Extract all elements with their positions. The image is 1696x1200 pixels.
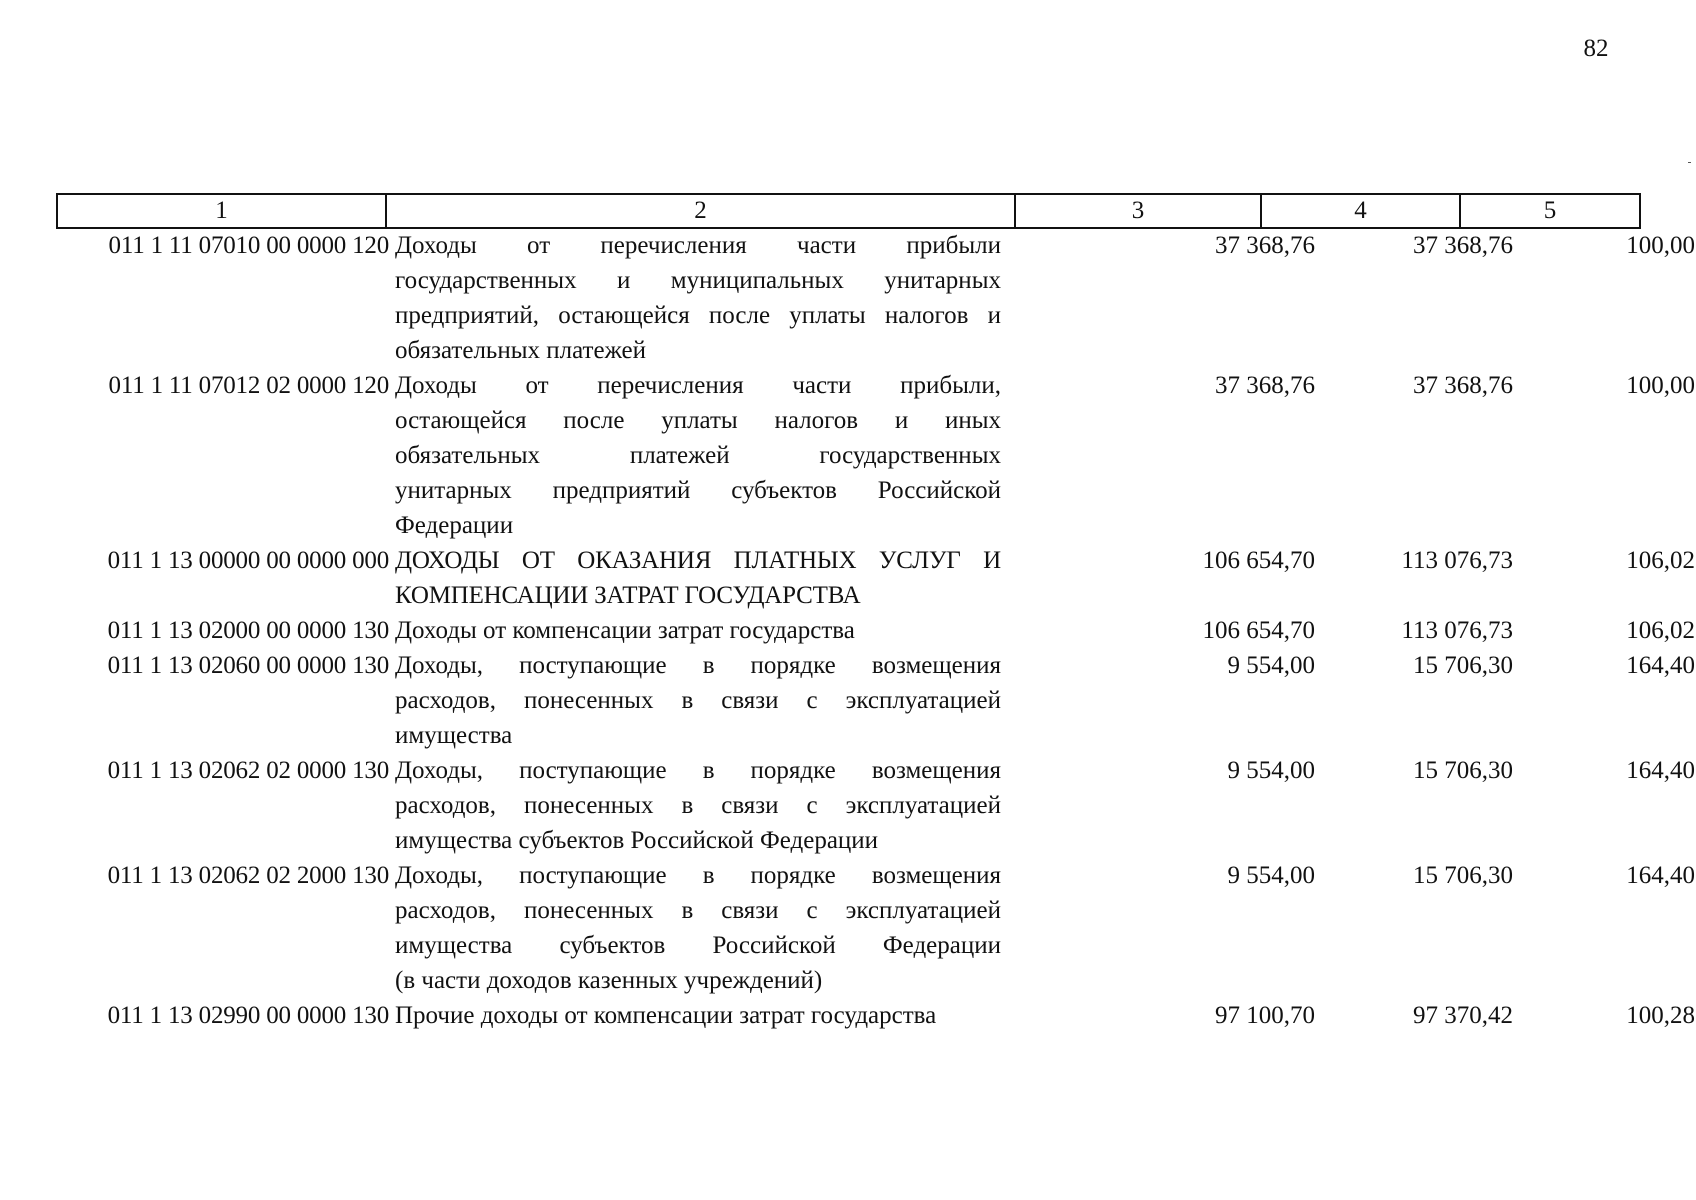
row-description (389, 543, 1001, 613)
row-value-col3: 37 368,76 (1215, 232, 1315, 259)
header-col-3: 3 (1015, 194, 1261, 228)
description-line: расходов, понесенных в связи с эксплуатацией (395, 792, 1001, 819)
row-code: 011 1 13 02062 02 0000 130 (107, 757, 389, 784)
description-line: ДОХОДЫ ОТ ОКАЗАНИЯ ПЛАТНЫХ УСЛУГ И (395, 547, 1001, 574)
page-number: 82 (1583, 35, 1609, 62)
header-col-5: 5 (1460, 194, 1640, 228)
row-description (389, 753, 1001, 858)
row-value-col4: 97 370,42 (1413, 1002, 1513, 1029)
row-description (389, 998, 1001, 1033)
row-value-col3: 9 554,00 (1227, 862, 1315, 889)
description-line: обязательных платежей государственных (395, 442, 1001, 469)
table-body (56, 228, 1695, 1033)
row-value-col4: 37 368,76 (1413, 232, 1513, 259)
header-row (57, 194, 1640, 228)
row-value-col5: 164,40 (1626, 652, 1695, 679)
row-description (389, 648, 1001, 753)
row-value-col5: 100,00 (1626, 372, 1695, 399)
table-row (56, 368, 1695, 543)
row-value-col4: 37 368,76 (1413, 372, 1513, 399)
row-code: 011 1 11 07010 00 0000 120 (108, 232, 389, 259)
table-row (56, 228, 1695, 368)
row-value-col3: 106 654,70 (1202, 547, 1315, 574)
description-line: Доходы от перечисления части прибыли (395, 232, 1001, 259)
description-line: унитарных предприятий субъектов Российской (395, 477, 1001, 504)
description-line: имущества субъектов Российской Федерации (395, 827, 879, 854)
row-value-col4: 113 076,73 (1401, 617, 1513, 644)
description-line: Федерации (395, 512, 514, 539)
description-line: Доходы от перечисления части прибыли, (395, 372, 1001, 399)
row-code: 011 1 13 02062 02 2000 130 (107, 862, 389, 889)
description-line: (в части доходов казенных учреждений) (395, 967, 823, 994)
table-header (56, 193, 1641, 229)
table-row (56, 543, 1695, 613)
row-value-col5: 106,02 (1626, 547, 1695, 574)
table-row (56, 648, 1695, 753)
description-line: имущества субъектов Российской Федерации (395, 932, 1001, 959)
header-col-4: 4 (1261, 194, 1460, 228)
description-line: Доходы, поступающие в порядке возмещения (395, 652, 1001, 679)
row-value-col4: 15 706,30 (1413, 757, 1513, 784)
row-value-col5: 106,02 (1626, 617, 1695, 644)
row-code: 011 1 13 02000 00 0000 130 (107, 617, 389, 644)
row-value-col5: 100,00 (1626, 232, 1695, 259)
row-code: 011 1 13 00000 00 0000 000 (107, 547, 389, 574)
header-col-1: 1 (57, 194, 386, 228)
row-value-col5: 164,40 (1626, 757, 1695, 784)
description-line: Доходы от компенсации затрат государства (395, 617, 855, 644)
table-row (56, 858, 1695, 998)
row-code: 011 1 11 07012 02 0000 120 (108, 372, 389, 399)
description-line: обязательных платежей (395, 337, 646, 364)
row-description (389, 228, 1001, 368)
row-code: 011 1 13 02060 00 0000 130 (107, 652, 389, 679)
row-value-col5: 100,28 (1626, 1002, 1695, 1029)
table-row (56, 613, 1695, 648)
description-line: Доходы, поступающие в порядке возмещения (395, 757, 1001, 784)
row-value-col4: 113 076,73 (1401, 547, 1513, 574)
row-value-col4: 15 706,30 (1413, 862, 1513, 889)
description-line: расходов, понесенных в связи с эксплуатацией (395, 897, 1001, 924)
description-line: государственных и муниципальных унитарных (395, 267, 1001, 294)
row-value-col4: 15 706,30 (1413, 652, 1513, 679)
description-line: Доходы, поступающие в порядке возмещения (395, 862, 1001, 889)
row-value-col3: 106 654,70 (1202, 617, 1315, 644)
description-line: остающейся после уплаты налогов и иных (395, 407, 1001, 434)
description-line: Прочие доходы от компенсации затрат государства (395, 1002, 937, 1029)
description-line: расходов, понесенных в связи с эксплуатацией (395, 687, 1001, 714)
row-value-col3: 9 554,00 (1227, 652, 1315, 679)
row-description (389, 368, 1001, 543)
table-row (56, 998, 1695, 1033)
row-value-col5: 164,40 (1626, 862, 1695, 889)
row-value-col3: 97 100,70 (1215, 1002, 1315, 1029)
row-code: 011 1 13 02990 00 0000 130 (107, 1002, 389, 1029)
table-row (56, 753, 1695, 858)
row-description (389, 613, 1001, 648)
row-value-col3: 9 554,00 (1227, 757, 1315, 784)
header-col-2: 2 (386, 194, 1015, 228)
description-line: предприятий, остающейся после уплаты налогов и (395, 302, 1001, 329)
description-line: КОМПЕНСАЦИИ ЗАТРАТ ГОСУДАРСТВА (395, 582, 861, 609)
description-line: имущества (395, 722, 513, 749)
scan-artifact (1688, 162, 1691, 163)
row-description (389, 858, 1001, 998)
row-value-col3: 37 368,76 (1215, 372, 1315, 399)
